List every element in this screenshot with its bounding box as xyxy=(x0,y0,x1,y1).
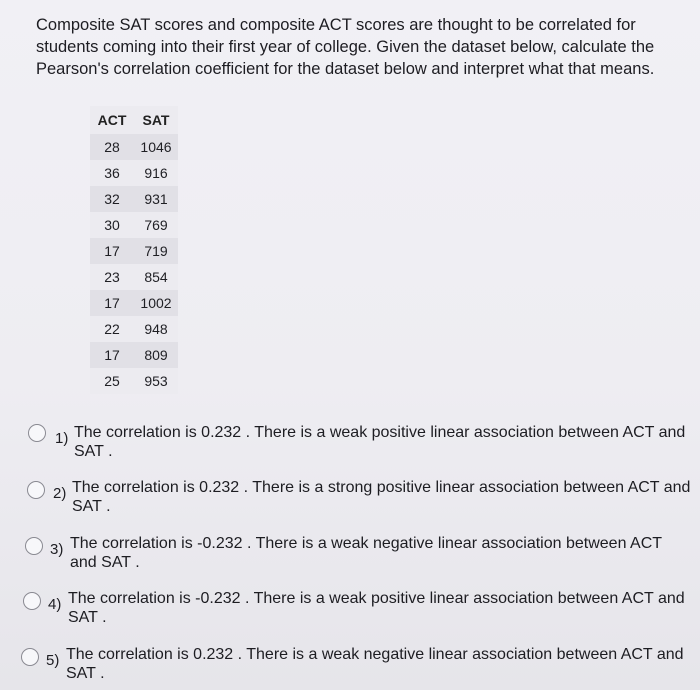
option-number: 1) xyxy=(55,430,69,447)
table-row xyxy=(90,238,178,264)
radio-button-5[interactable] xyxy=(21,648,39,666)
sat-cell: 719 xyxy=(134,238,178,264)
table-row xyxy=(90,264,178,290)
table-row xyxy=(90,368,178,394)
sat-cell: 953 xyxy=(134,368,178,394)
act-cell: 17 xyxy=(90,238,134,264)
option-number: 5) xyxy=(46,652,60,669)
table-row xyxy=(90,186,178,212)
table-row xyxy=(90,290,178,316)
question-text: Composite SAT scores and composite ACT scores are thought to be correlated for students coming into their first year of college. Given the dataset below, calculate the Pearson's correlation coefficient for the dataset below and interpret what that means. xyxy=(36,16,655,78)
option-number: 2) xyxy=(53,485,67,502)
radio-button-3[interactable] xyxy=(25,537,43,555)
act-cell: 36 xyxy=(90,160,134,186)
act-cell: 17 xyxy=(90,290,134,316)
radio-button-4[interactable] xyxy=(23,592,41,610)
column-header-act: ACT xyxy=(90,106,134,134)
act-cell: 23 xyxy=(90,264,134,290)
radio-button-2[interactable] xyxy=(27,481,45,499)
table-row xyxy=(90,342,178,368)
sat-cell: 1046 xyxy=(134,134,178,160)
sat-cell: 916 xyxy=(134,160,178,186)
sat-cell: 1002 xyxy=(134,290,178,316)
option-text: The correlation is -0.232 . There is a weak positive linear association between ACT and SAT . xyxy=(68,590,685,626)
data-table xyxy=(90,106,178,394)
sat-cell: 769 xyxy=(134,212,178,238)
column-header-sat: SAT xyxy=(134,106,178,134)
sat-cell: 948 xyxy=(134,316,178,342)
sat-cell: 931 xyxy=(134,186,178,212)
option-text: The correlation is 0.232 . There is a strong positive linear association between ACT and SAT . xyxy=(72,479,691,515)
option-number: 3) xyxy=(50,541,64,558)
table-row xyxy=(90,212,178,238)
act-cell: 32 xyxy=(90,186,134,212)
option-text: The correlation is 0.232 . There is a weak positive linear association between ACT and SAT . xyxy=(74,424,686,460)
option-number: 4) xyxy=(48,596,62,613)
table-row xyxy=(90,160,178,186)
option-text: The correlation is -0.232 . There is a weak negative linear association between ACT and SAT . xyxy=(70,535,662,571)
sat-cell: 854 xyxy=(134,264,178,290)
table-row xyxy=(90,316,178,342)
table-row xyxy=(90,134,178,160)
act-cell: 17 xyxy=(90,342,134,368)
act-cell: 22 xyxy=(90,316,134,342)
radio-button-1[interactable] xyxy=(28,424,46,442)
table-header-row xyxy=(90,106,178,134)
sat-cell: 809 xyxy=(134,342,178,368)
act-cell: 25 xyxy=(90,368,134,394)
option-text: The correlation is 0.232 . There is a weak negative linear association between ACT and SAT . xyxy=(66,646,684,682)
act-cell: 30 xyxy=(90,212,134,238)
act-cell: 28 xyxy=(90,134,134,160)
